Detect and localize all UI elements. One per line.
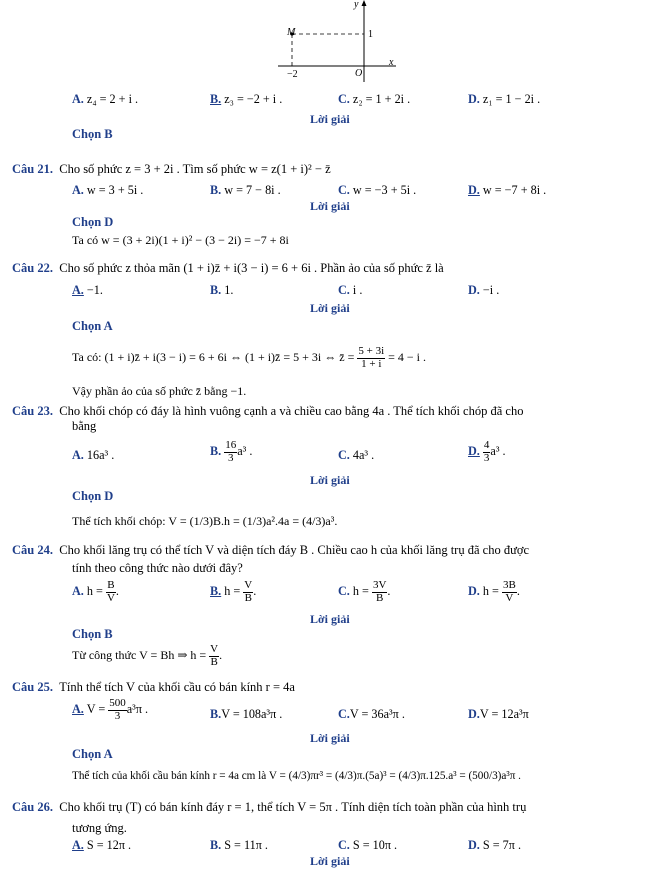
q24-option-b: B. h = $\frac{V}{B}$ .	[210, 579, 257, 604]
q24-work: Từ công thức V = Bh ⇒ h = $\frac{V}{B}$ .	[72, 643, 223, 668]
question-22: Câu 22. Cho số phức z thỏa mãn (1 + i)z̄ + i(3 − i) = 6 + 6i . Phần ảo của số phức z̄ là	[12, 261, 444, 275]
figure-minus-two-label: −2	[287, 69, 298, 80]
question-21: Câu 21. Cho số phức z = 3 + 2i . Tìm số phức w = z(1 + i)² − z̄	[12, 162, 331, 176]
q23-option-d: D. $\frac{4}{3}$ a³ .	[468, 439, 506, 464]
q26-solution-header: Lời giải	[310, 854, 350, 868]
q23-option-b: B. $\frac{16}{3}$ a³ .	[210, 439, 253, 464]
q22-work2: Vậy phần ảo của số phức z̄ bằng −1.	[72, 384, 247, 398]
q21-option-a: A. w = 3 + 5i .	[72, 183, 144, 197]
q22-option-d: D. −i .	[468, 283, 500, 297]
q22-option-a: A. −1.	[72, 283, 103, 297]
q21-answer: Chọn D	[72, 215, 114, 229]
q21-option-c: C. w = −3 + 5i .	[338, 183, 417, 197]
question-25: Câu 25. Tính thể tích V của khối cầu có bán kính r = 4a	[12, 680, 295, 694]
q25-option-b: B.V = 108a³π .	[210, 707, 283, 721]
figure-x-label: x	[389, 57, 394, 68]
prev-option-c: C. z₂ = 1 + 2i .	[338, 92, 411, 106]
q24-option-d: D. h = $\frac{3B}{V}$ .	[468, 579, 520, 604]
q24-answer: Chọn B	[72, 627, 113, 641]
question-23: Câu 23. Cho khối chóp có đáy là hình vuông cạnh a và chiều cao bằng 4a . Thể tích khối chóp đã cho	[12, 404, 524, 418]
q23-option-a: A. 16a³ .	[72, 448, 115, 462]
q26-option-b: B. S = 11π .	[210, 838, 268, 852]
q26-option-a: A. S = 12π .	[72, 838, 132, 852]
q25-option-a: A. V = $\frac{500}{3}$ a³π .	[72, 697, 149, 722]
answer-choice: Chọn B	[72, 127, 113, 141]
q24-option-c: C. h = $\frac{3V}{B}$ .	[338, 579, 391, 604]
figure-y-label: y	[354, 0, 359, 10]
question-26: Câu 26. Cho khối trụ (T) có bán kính đáy r = 1, thể tích V = 5π . Tính diện tích toàn phần của hình trụ	[12, 800, 527, 814]
q23-solution-header: Lời giải	[310, 473, 350, 487]
q23-answer: Chọn D	[72, 489, 114, 503]
q26-option-d: D. S = 7π .	[468, 838, 521, 852]
solution-header: Lời giải	[310, 112, 350, 126]
question-24: Câu 24. Cho khối lăng trụ có thể tích V và diện tích đáy B . Chiều cao h của khối lăng trụ đã cho được	[12, 543, 529, 557]
q25-option-d: D.V = 12a³π	[468, 707, 529, 721]
q24-solution-header: Lời giải	[310, 612, 350, 626]
question-24-cont: tính theo công thức nào dưới đây?	[72, 561, 243, 575]
figure-o-label: O	[355, 68, 363, 79]
q24-option-a: A. h = $\frac{B}{V}$ .	[72, 579, 119, 604]
question-23-cont: bằng	[72, 419, 97, 433]
q22-answer: Chọn A	[72, 319, 113, 333]
prev-option-a: A. z₄ = 2 + i .	[72, 92, 139, 106]
q21-solution-header: Lời giải	[310, 199, 350, 213]
q25-option-c: C.V = 36a³π .	[338, 707, 405, 721]
q21-work: Ta có w = (3 + 2i)(1 + i)² − (3 − 2i) = −7 + 8i	[72, 233, 289, 247]
q21-option-d: D. w = −7 + 8i .	[468, 183, 547, 197]
question-26-cont: tương ứng.	[72, 821, 127, 835]
q23-work: Thể tích khối chóp: V = (1/3)B.h = (1/3)a².4a = (4/3)a³.	[72, 514, 338, 528]
q22-option-c: C. i .	[338, 283, 363, 297]
figure-one-label: 1	[368, 29, 373, 40]
q22-solution-header: Lời giải	[310, 301, 350, 315]
q22-work: Ta có: (1 + i)z̄ + i(3 − i) = 6 + 6i ⇔ (1 + i)z̄ = 5 + 3i ⇔ z̄ = $\frac{5 + 3i}{1 + i}$ = 4 − i .	[72, 345, 426, 370]
figure-m-label: M	[287, 27, 296, 38]
prev-option-d: D. z₁ = 1 − 2i .	[468, 92, 541, 106]
q26-option-c: C. S = 10π .	[338, 838, 398, 852]
q23-option-c: C. 4a³ .	[338, 448, 375, 462]
q21-option-b: B. w = 7 − 8i .	[210, 183, 281, 197]
q25-solution-header: Lời giải	[310, 731, 350, 745]
q25-work: Thể tích của khối cầu bán kính r = 4a cm là V = (4/3)πr³ = (4/3)π.(5a)³ = (4/3)π.125.a³ = (500/3)a³π .	[72, 770, 521, 782]
q25-answer: Chọn A	[72, 747, 113, 761]
prev-option-b: B. z₃ = −2 + i .	[210, 92, 283, 106]
q22-option-b: B. 1.	[210, 283, 234, 297]
